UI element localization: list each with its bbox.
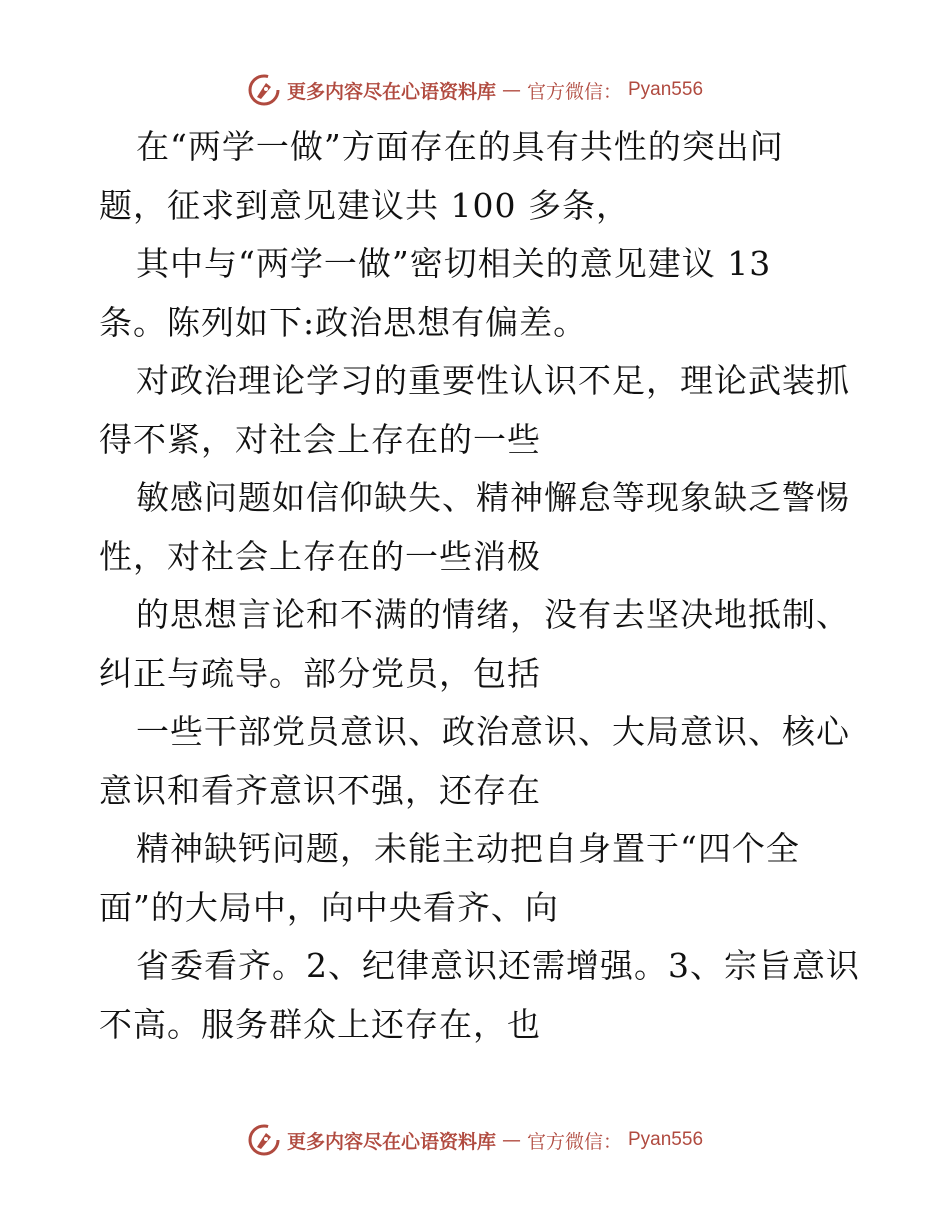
paragraph-line: 意识和看齐意识不强，还存在 — [99, 770, 541, 810]
paragraph-line: 一些干部党员意识、政治意识、大局意识、核心 — [136, 712, 850, 751]
paragraph-line: 性，对社会上存在的一些消极 — [99, 536, 541, 576]
banner-official-label: 官方微信： — [526, 1130, 622, 1153]
paragraph-line: 精神缺钙问题，未能主动把自身置于“四个全 — [136, 829, 800, 868]
paragraph-line: 条。陈列如下:政治思想有偏差。 — [99, 302, 588, 342]
banner-wechat-handle: Pyan556 — [628, 79, 704, 100]
paragraph-line: 的思想言论和不满的情绪，没有去坚决地抵制、 — [136, 595, 850, 634]
pen-nib-icon — [247, 1123, 281, 1157]
banner-official-label: 官方微信： — [526, 80, 622, 103]
header-banner — [0, 70, 950, 110]
paragraph-line: 其中与“两学一做”密切相关的意见建议 13 — [136, 244, 772, 283]
banner-dash: — — [501, 1129, 521, 1151]
footer-banner — [0, 1120, 950, 1160]
pen-nib-icon — [247, 73, 281, 107]
banner-wechat-handle: Pyan556 — [628, 1129, 704, 1150]
paragraph-line: 面”的大局中，向中央看齐、向 — [99, 887, 559, 927]
paragraph-line: 在“两学一做”方面存在的具有共性的突出问 — [136, 127, 784, 166]
paragraph-line: 省委看齐。2、纪律意识还需增强。3、宗旨意识 — [136, 946, 860, 985]
banner-dash: — — [501, 79, 521, 101]
document-body — [99, 118, 859, 1054]
paragraph-line: 对政治理论学习的重要性认识不足，理论武装抓 — [136, 361, 850, 400]
paragraph-line: 纠正与疏导。部分党员，包括 — [99, 653, 541, 693]
paragraph-line: 不高。服务群众上还存在，也 — [99, 1004, 541, 1044]
paragraph-line: 敏感问题如信仰缺失、精神懈怠等现象缺乏警惕 — [136, 478, 850, 517]
banner-title: 更多内容尽在心语资料库 — [286, 1130, 496, 1153]
paragraph-line: 题，征求到意见建议共 100 多条， — [99, 185, 630, 225]
banner-title: 更多内容尽在心语资料库 — [286, 80, 496, 103]
paragraph-line: 得不紧，对社会上存在的一些 — [99, 419, 541, 459]
